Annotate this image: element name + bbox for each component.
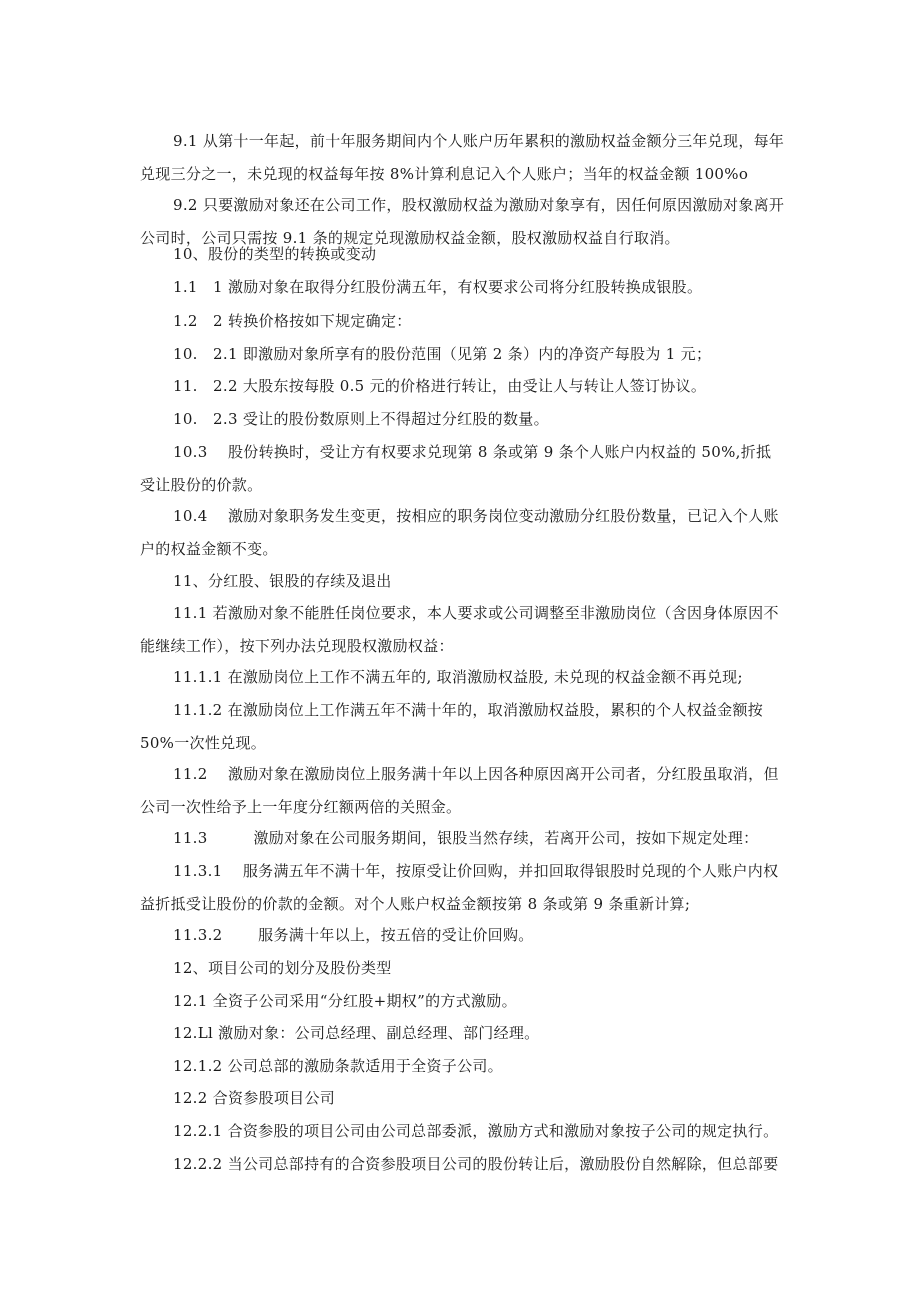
paragraph-9-2: 9.2 只要激励对象还在公司工作，股权激励权益为激励对象享有，因任何原因激励对象离开公司时，公司只需按 9.1 条的规定兑现激励权益金额，股权激励权益自行取消。 [140, 196, 785, 247]
paragraph-12-1-1: 12.Ll 激励对象：公司总经理、副总经理、部门经理。 [173, 1024, 540, 1042]
paragraph-10-2-1: 10. 2.1 即激励对象所享有的股份范围（见第 2 条）内的净资产每股为 1 元； [173, 345, 712, 363]
paragraph-10-3: 10.3 股份转换时，受让方有权要求兑现第 8 条或第 9 条个人账户内权益的 50%,折抵受让股份的价款。 [140, 443, 772, 494]
paragraph-11-3-2: 11.3.2 服务满十年以上，按五倍的受让价回购。 [173, 926, 534, 944]
paragraph-12-1: 12.1 全资子公司采用“分红股+期权”的方式激励。 [173, 992, 517, 1010]
paragraph-12-1-2: 12.1.2 公司总部的激励条款适用于全资子公司。 [173, 1057, 503, 1075]
paragraph-11-1-1: 11.1.1 在激励岗位上工作不满五年的, 取消激励权益股, 未兑现的权益金额不再兑现; [173, 668, 743, 686]
paragraph-10-4: 10.4 激励对象职务发生变更，按相应的职务岗位变动激励分红股份数量，已记入个人账户的权益金额不变。 [140, 507, 779, 558]
paragraph-11-2: 11.2 激励对象在激励岗位上服务满十年以上因各种原因离开公司者，分红股虽取消，但公司一次性给予上一年度分红额两倍的关照金。 [140, 765, 779, 816]
paragraph-10-2-3: 10. 2.3 受让的股份数原则上不得超过分红股的数量。 [173, 410, 549, 428]
section-heading-12: 12、项目公司的划分及股份类型 [173, 959, 392, 977]
paragraph-1-2: 1.2 2 转换价格按如下规定确定： [173, 312, 412, 330]
section-heading-10: 10、股份的类型的转换或变动 [173, 245, 377, 263]
paragraph-11-1-2: 11.1.2 在激励岗位上工作满五年不满十年的，取消激励权益股，累积的个人权益金额按 50%一次性兑现。 [140, 701, 769, 752]
section-heading-11: 11、分红股、银股的存续及退出 [173, 572, 392, 590]
paragraph-11-3: 11.3 激励对象在公司服务期间，银股当然存续，若离开公司，按如下规定处理： [173, 829, 759, 847]
paragraph-12-2-2: 12.2.2 当公司总部持有的合资参股项目公司的股份转让后，激励股份自然解除，但总部要 [173, 1155, 779, 1173]
paragraph-11-3-1: 11.3.1 服务满五年不满十年，按原受让价回购，并扣回取得银股时兑现的个人账户内权益折抵受让股份的价款的金额。对个人账户权益金额按第 8 条或第 9 条重新计算; [140, 862, 779, 913]
paragraph-11-1: 11.1 若激励对象不能胜任岗位要求，本人要求或公司调整至非激励岗位（含因身体原因不能继续工作），按下列办法兑现股权激励权益： [140, 604, 779, 655]
paragraph-12-2: 12.2 合资参股项目公司 [173, 1089, 336, 1107]
paragraph-11-2-2: 11. 2.2 大股东按每股 0.5 元的价格进行转让，由受让人与转让人签订协议。 [173, 377, 707, 395]
paragraph-12-2-1: 12.2.1 合资参股的项目公司由公司总部委派，激励方式和激励对象按子公司的规定执行。 [173, 1122, 779, 1140]
paragraph-1-1: 1.1 1 激励对象在取得分红股份满五年，有权要求公司将分红股转换成银股。 [173, 278, 703, 296]
paragraph-9-1: 9.1 从第十一年起，前十年服务期间内个人账户历年累积的激励权益金额分三年兑现，每年兑现三分之一，未兑现的权益每年按 8%计算利息记入个人账户；当年的权益金额 100%o [140, 132, 785, 183]
